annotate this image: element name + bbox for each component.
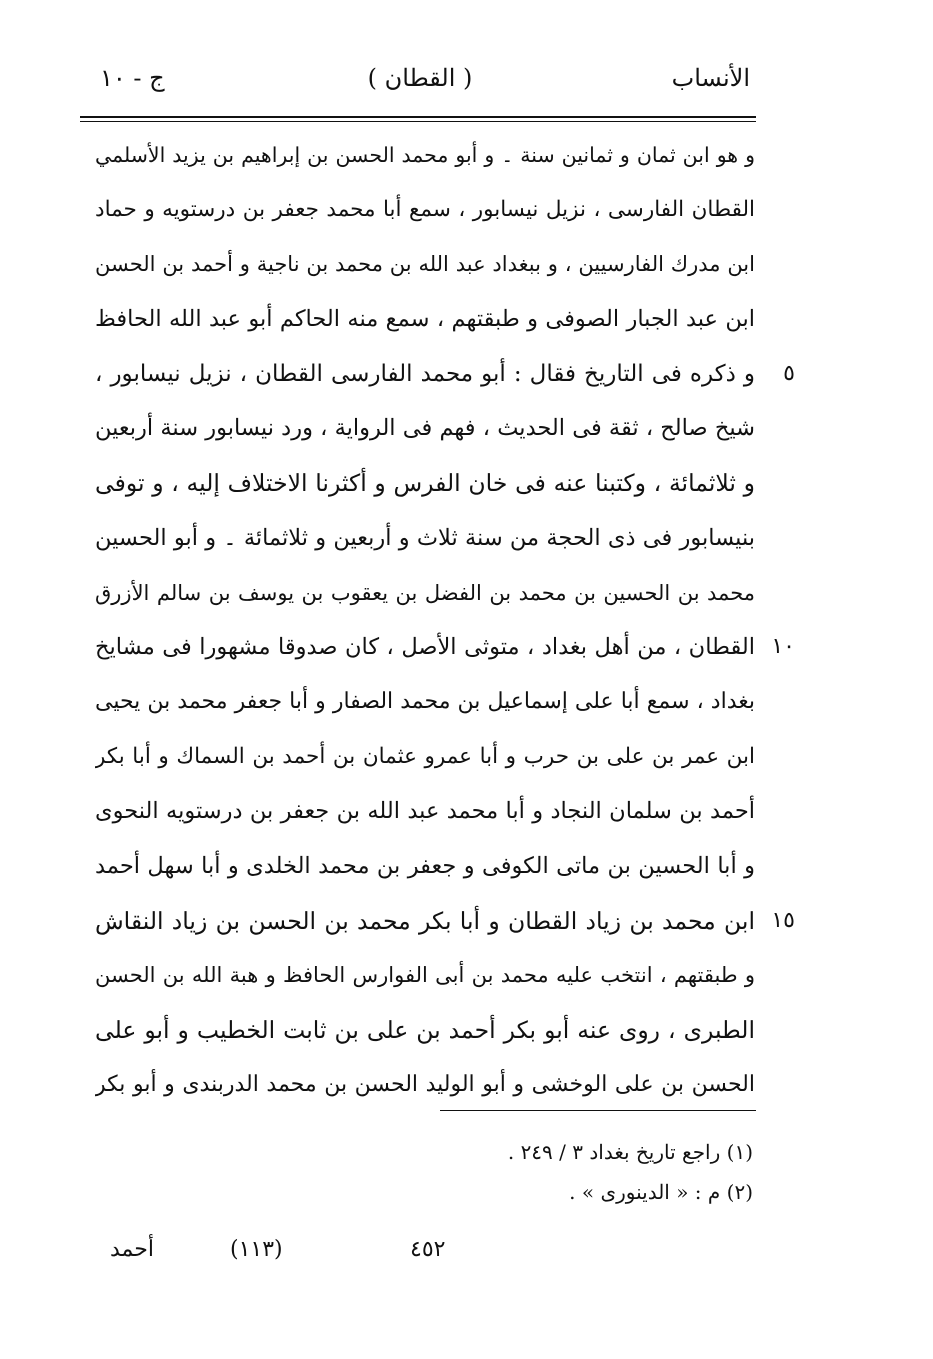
- page-number: ٤٥٢: [410, 1237, 446, 1262]
- text-line: [95, 730, 755, 785]
- text-line-content: و أبا الحسين بن ماتى الكوفى و جعفر بن محمد الخلدى و أبا سهل أحمد: [95, 852, 755, 879]
- text-line: [95, 292, 755, 347]
- text-line: [95, 839, 755, 894]
- running-header: [90, 60, 750, 100]
- line-number: ١٥: [771, 907, 795, 933]
- text-line: [95, 620, 795, 675]
- book-title: الأنساب: [671, 64, 750, 92]
- entry-title: ( القطان ): [367, 64, 473, 92]
- footnote-rule: [440, 1110, 756, 1111]
- text-line: [95, 784, 755, 839]
- text-line-content: ابن عبد الجبار الصوفى و طبقتهم ، سمع منه الحاكم أبو عبد الله الحافظ: [95, 306, 755, 333]
- text-line: [95, 401, 755, 456]
- page-footer: [110, 1232, 470, 1272]
- text-line-content: بغداد ، سمع أبا على إسماعيل بن محمد الصفار و أبا جعفر محمد بن يحيى: [95, 688, 755, 714]
- text-line: [95, 894, 795, 949]
- text-line: [95, 675, 755, 730]
- header-rule-thick: [80, 116, 756, 118]
- header-rule-thin: [80, 121, 756, 122]
- line-number: ١٠: [771, 634, 795, 660]
- text-line-content: و هو ابن ثمان و ثمانين سنة ۔ و أبو محمد الحسن بن إبراهيم بن يزيد الأسلمي: [95, 143, 755, 167]
- text-line-content: القطان ، من أهل بغداد ، متوثى الأصل ، كان صدوقا مشهورا فى مشايخ: [95, 634, 755, 661]
- text-line-content: ابن عمر بن على بن حرب و أبا عمرو عثمان بن أحمد بن السماك و أبا بكر: [95, 743, 755, 769]
- text-line-content: أحمد بن سلمان النجاد و أبا محمد عبد الله بن جعفر بن درستويه النحوى: [95, 798, 755, 825]
- text-line-content: شيخ صالح ، ثقة فى الحديث ، فهم فى الرواية ، ورد نيسابور سنة أربعين: [95, 415, 755, 442]
- main-text: [95, 128, 795, 1112]
- text-line-content: و ثلاثمائة ، وكتبنا عنه فى خان الفرس و أكثرنا الاختلاف إليه ، و توفى: [95, 469, 755, 498]
- text-line: [95, 128, 755, 183]
- volume-label: ج - ١٠: [100, 64, 165, 92]
- text-line-content: القطان الفارسى ، نزيل نيسابور ، سمع أبا محمد جعفر بن درستويه و حماد: [95, 196, 755, 222]
- text-line-content: ابن مدرك الفارسيين ، و ببغداد عبد الله بن محمد بن ناجية و أحمد بن الحسن: [95, 252, 755, 277]
- text-line: [95, 1058, 755, 1113]
- text-line: [95, 183, 755, 238]
- text-line-content: و طبقتهم ، انتخب عليه محمد بن أبى الفوارس الحافظ و هبة الله بن الحسن: [95, 963, 755, 988]
- footnotes: [193, 1132, 753, 1212]
- signature-mark: (١١٣): [230, 1237, 283, 1262]
- line-number: ٥: [783, 360, 795, 386]
- catchword: أحمد: [110, 1237, 154, 1262]
- text-line-content: بنيسابور فى ذى الحجة من سنة ثلاث و أربعين و ثلاثمائة ۔ و أبو الحسين: [95, 524, 755, 551]
- text-line: [95, 1003, 755, 1058]
- text-line-content: محمد بن الحسين بن محمد بن الفضل بن يعقوب بن يوسف بن سالم الأزرق: [95, 580, 755, 605]
- text-line: [95, 511, 755, 566]
- footnote-1: (١) راجع تاريخ بغداد ٣ / ٢٤٩ .: [507, 1140, 753, 1164]
- text-line-content: الحسن بن على الوخشى و أبو الوليد الحسن بن محمد الدربندى و أبو بكر: [95, 1071, 755, 1097]
- text-line: [95, 948, 755, 1003]
- text-line-content: و ذكره فى التاريخ فقال : أبو محمد الفارسى القطان ، نزيل نيسابور ،: [95, 360, 755, 387]
- footnote-2: (٢) م : « الدينورى » .: [569, 1180, 753, 1204]
- text-line: [95, 237, 755, 292]
- text-line: [95, 347, 795, 402]
- text-line: [95, 456, 755, 511]
- text-line-content: الطبرى ، روى عنه أبو بكر أحمد بن على بن ثابت الخطيب و أبو على: [95, 1016, 755, 1044]
- text-line-content: ابن محمد بن زياد القطان و أبا بكر محمد بن الحسن بن زياد النقاش: [95, 906, 755, 935]
- text-line: [95, 566, 755, 621]
